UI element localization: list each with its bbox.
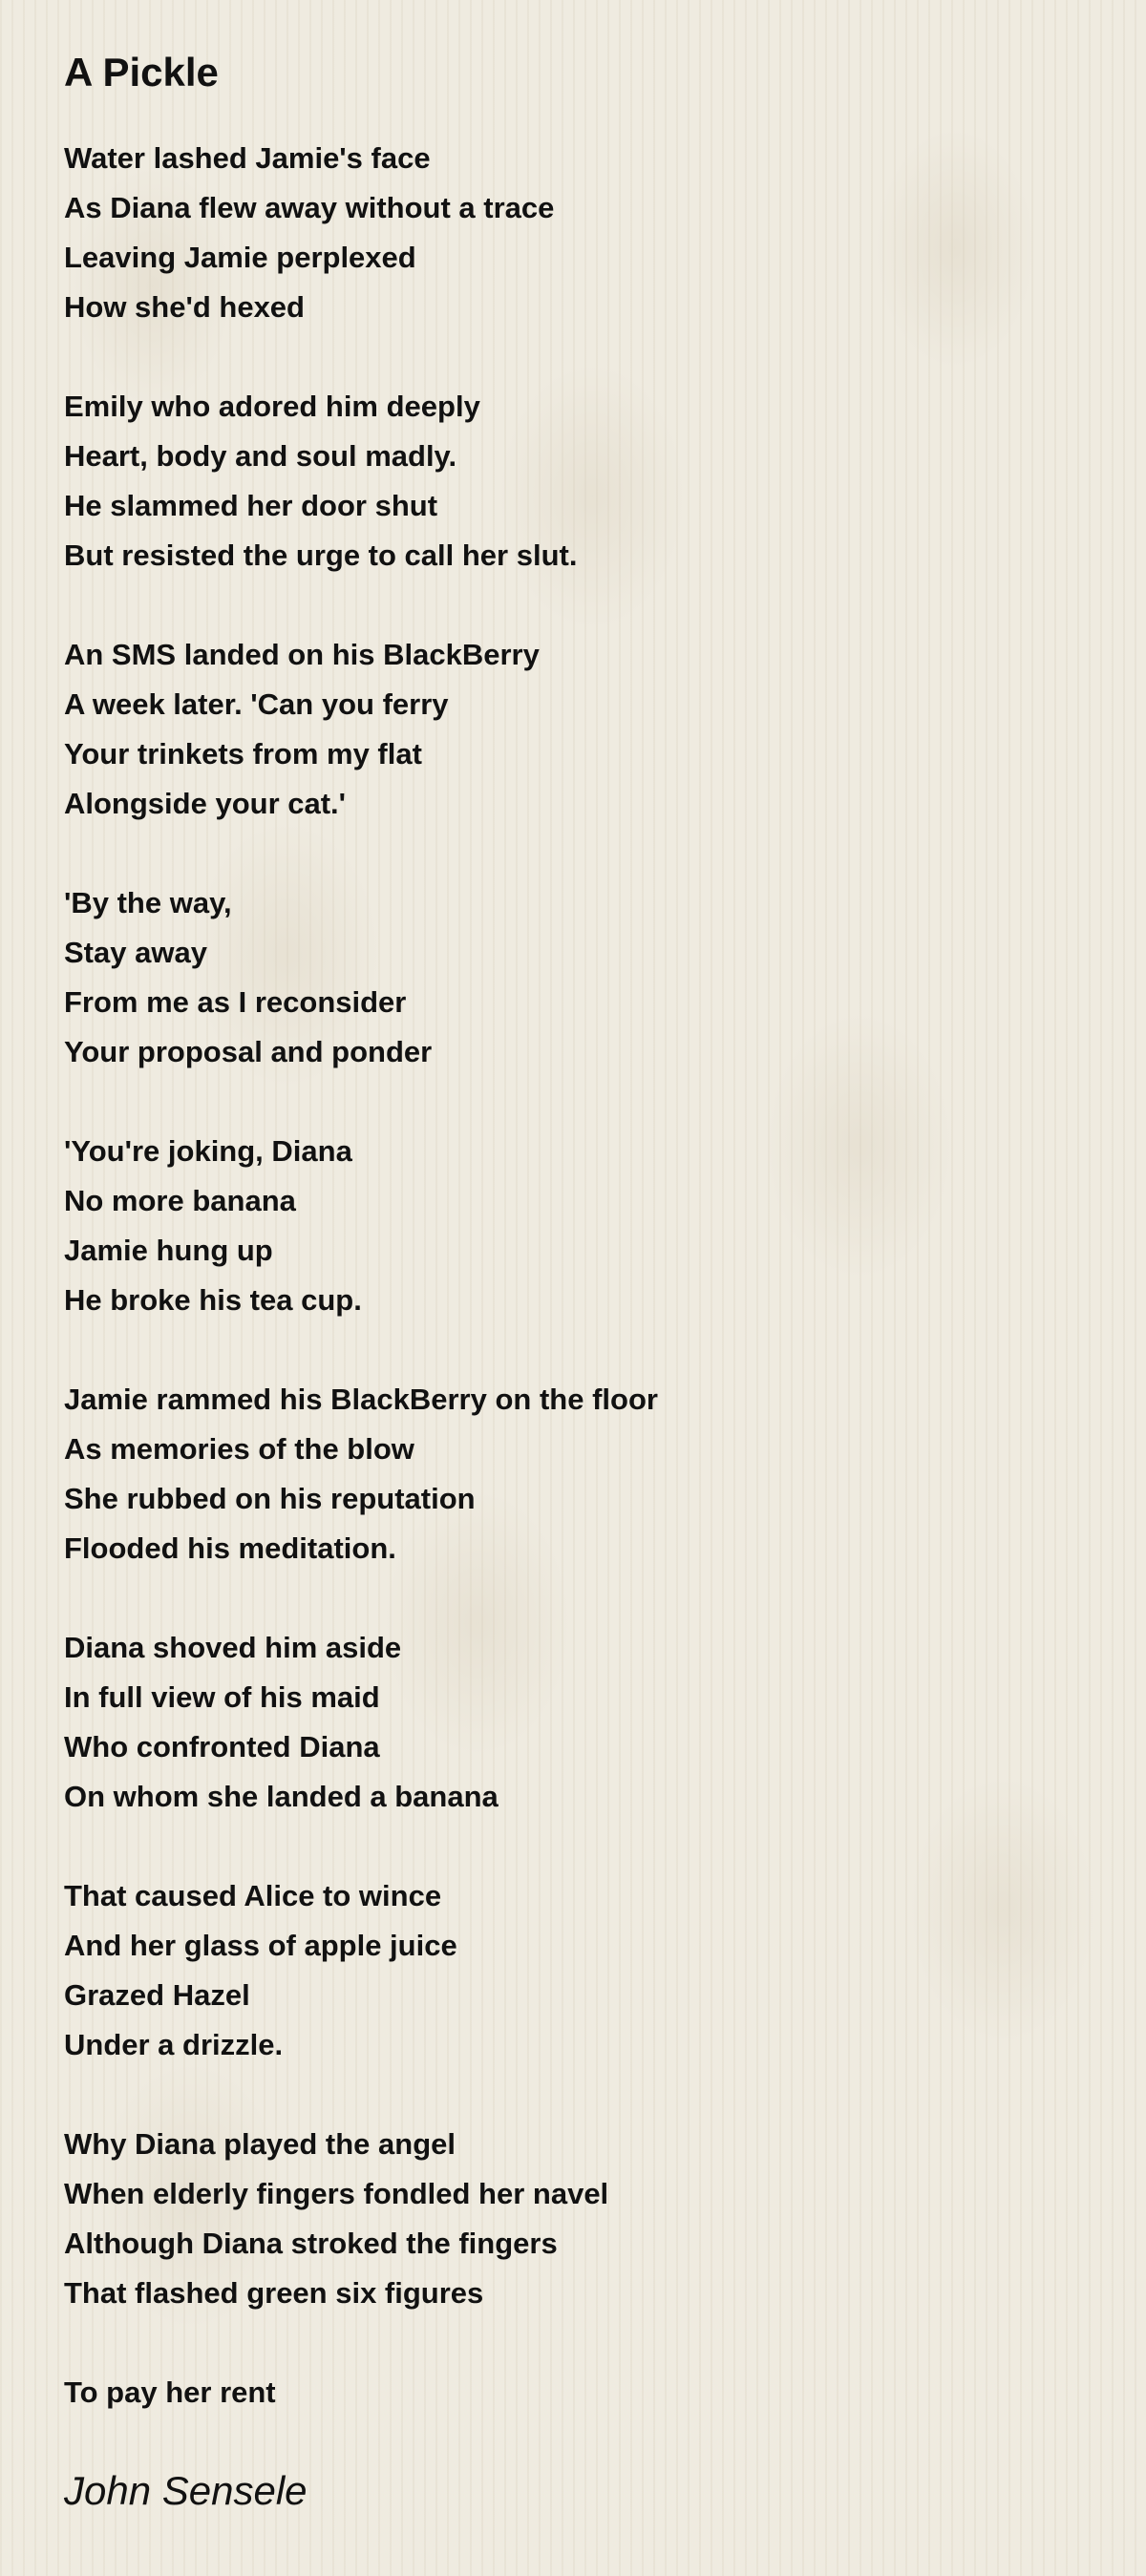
poem-line: Alongside your cat.' — [64, 787, 347, 820]
poem-line: Jamie rammed his BlackBerry on the floor — [64, 1383, 658, 1416]
poem-line: Although Diana stroked the fingers — [64, 2227, 558, 2260]
poem-line: That flashed green six figures — [64, 2276, 484, 2310]
poem-line: 'You're joking, Diana — [64, 1134, 352, 1168]
stanza-9 — [64, 2120, 1146, 2318]
poem-title: A Pickle — [64, 50, 219, 95]
stanza-8 — [64, 1871, 1146, 2070]
poem-line: 'By the way, — [64, 886, 232, 919]
poem-line: Jamie hung up — [64, 1234, 273, 1267]
poem-line: Heart, body and soul madly. — [64, 439, 457, 473]
poem-line: She rubbed on his reputation — [64, 1482, 476, 1515]
poem-line: How she'd hexed — [64, 290, 305, 324]
stanza-2 — [64, 382, 1146, 581]
poem-line: No more banana — [64, 1184, 296, 1217]
poem-line: A week later. 'Can you ferry — [64, 687, 449, 721]
poem-author: John Sensele — [64, 2468, 308, 2513]
poem-line: Your trinkets from my flat — [64, 737, 422, 771]
poem-line: On whom she landed a banana — [64, 1780, 499, 1813]
poem-line: Your proposal and ponder — [64, 1035, 433, 1068]
poem-line: Leaving Jamie perplexed — [64, 241, 416, 274]
poem-line: Grazed Hazel — [64, 1978, 250, 2012]
poem-line: He broke his tea cup. — [64, 1283, 362, 1317]
poem-line: And her glass of apple juice — [64, 1929, 457, 1962]
poem-line: Water lashed Jamie's face — [64, 141, 431, 175]
poem-line: In full view of his maid — [64, 1680, 380, 1714]
poem-line: Who confronted Diana — [64, 1730, 380, 1763]
stanza-6 — [64, 1375, 1146, 1573]
stanza-4 — [64, 878, 1146, 1077]
poem-line: As Diana flew away without a trace — [64, 191, 555, 224]
poem-line: Emily who adored him deeply — [64, 390, 480, 423]
poem-line: As memories of the blow — [64, 1432, 414, 1466]
poem-line: An SMS landed on his BlackBerry — [64, 638, 540, 671]
poem-line: Stay away — [64, 936, 207, 969]
stanza-5 — [64, 1127, 1146, 1325]
stanza-1 — [64, 134, 1146, 332]
poem-line: Under a drizzle. — [64, 2028, 284, 2061]
poem-line: Flooded his meditation. — [64, 1531, 396, 1565]
stanza-3 — [64, 630, 1146, 829]
stanza-10 — [64, 2368, 1146, 2418]
poem-line: When elderly fingers fondled her navel — [64, 2177, 609, 2210]
poem-line: Why Diana played the angel — [64, 2127, 456, 2161]
poem-line: That caused Alice to wince — [64, 1879, 442, 1912]
poem-line: Diana shoved him aside — [64, 1631, 402, 1664]
stanza-7 — [64, 1623, 1146, 1822]
poem-line: From me as I reconsider — [64, 985, 407, 1019]
poem-line: But resisted the urge to call her slut. — [64, 538, 578, 572]
poem-line: To pay her rent — [64, 2375, 276, 2409]
poem-line: He slammed her door shut — [64, 489, 438, 522]
